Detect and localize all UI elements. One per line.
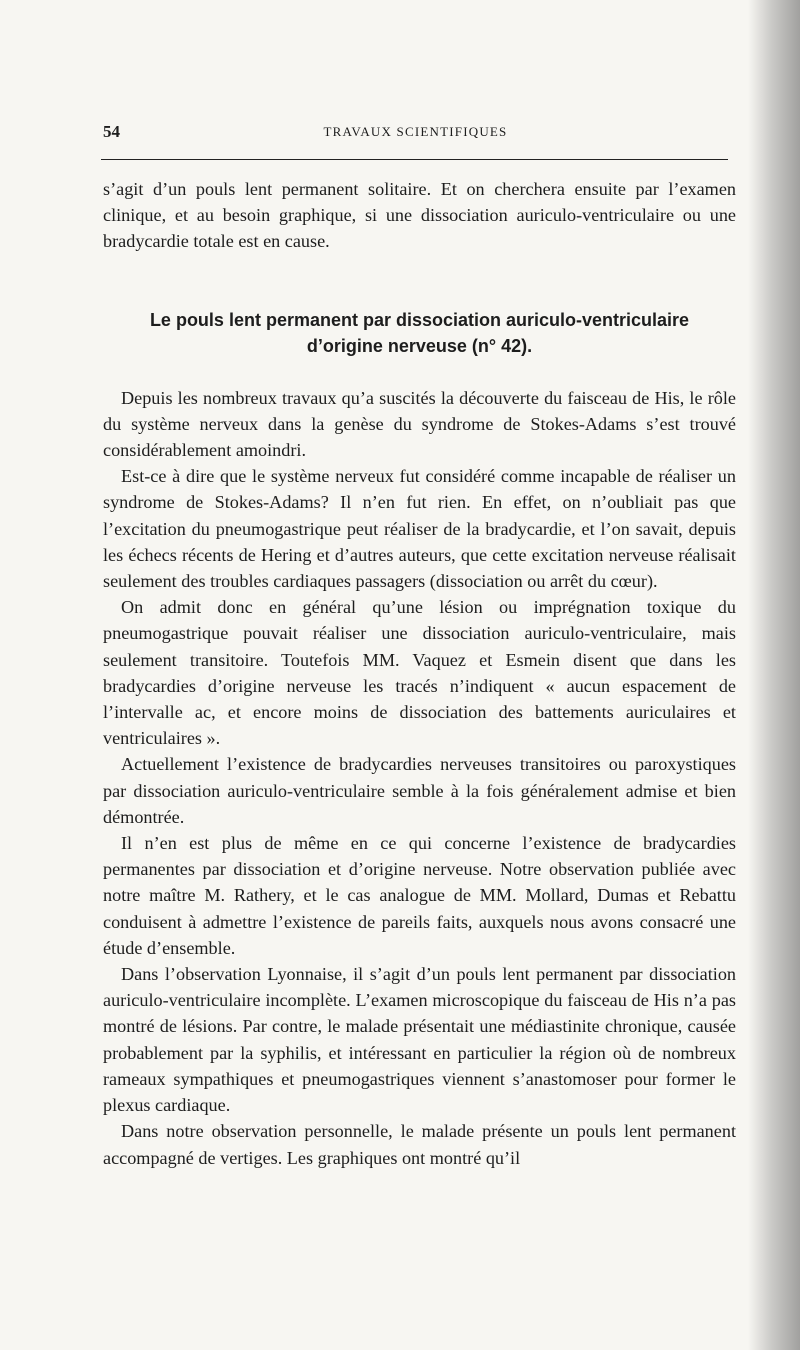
paragraph-6: Dans l’observation Lyonnaise, il s’agit d’un pouls lent permanent par dissociation auriculo-ventriculaire incomplète. L’examen microscopique du faisceau de His n’a pas montré de lésions. Par contre, le malade présentait une médiastinite chronique, causée probablement par la syphilis, et intéressant en particulier la région où de nombreux rameaux sympathiques et pneumogastriques viennent s’anastomoser pour former le plexus cardiaque. xyxy=(103,964,736,1116)
page-header xyxy=(103,122,728,142)
header-rule xyxy=(101,159,728,160)
intro-paragraph: s’agit d’un pouls lent permanent solitaire. Et on cherchera ensuite par l’examen clinique, et au besoin graphique, si une dissociation auriculo-ventriculaire ou une bradycardie totale est en cause. xyxy=(103,179,736,252)
paragraph-1: Depuis les nombreux travaux qu’a suscités la découverte du faisceau de His, le rôle du système nerveux dans la genèse du syndrome de Stokes-Adams s’est trouvé considérablement amoindri. xyxy=(103,387,736,461)
section-heading xyxy=(103,307,736,359)
paragraph-3: On admit donc en général qu’une lésion ou imprégnation toxique du pneumogastrique pouvait réaliser une dissociation auriculo-ventriculaire, mais seulement transitoire. Toutefois MM. Vaquez et Esmein disent que dans les bradycardies d’origine nerveuse les tracés n’indiquent « aucun espacement de l’intervalle ac, et encore moins de dissociation des battements auriculaires et ventriculaires ». xyxy=(103,597,736,749)
running-title: TRAVAUX SCIENTIFIQUES xyxy=(323,124,508,139)
paragraph-2: Est-ce à dire que le système nerveux fut considéré comme incapable de réaliser un syndrome de Stokes-Adams? Il n’en fut rien. En effet, on n’oubliait pas que l’excitation du pneumogastrique peut réaliser de la bradycardie, et l’on savait, depuis les échecs récents de Hering et d’autres auteurs, que cette excitation nerveuse réalisait seulement des troubles cardiaques passagers (dissociation ou arrêt du cœur). xyxy=(103,466,736,592)
body-text xyxy=(103,176,736,1171)
paragraph-5: Il n’en est plus de même en ce qui concerne l’existence de bradycardies permanentes par dissociation et d’origine nerveuse. Notre observation publiée avec notre maître M. Rathery, et le cas analogue de MM. Mollard, Dumas et Rebattu conduisent à admettre l’existence de pareils faits, auxquels nous avons consacré une étude d’ensemble. xyxy=(103,833,736,958)
page-edge-shadow xyxy=(748,0,800,1350)
section-heading-line-1: Le pouls lent permanent par dissociation auriculo-ventriculaire xyxy=(149,309,690,330)
section-heading-line-2: d’origine nerveuse (n° 42). xyxy=(306,335,533,356)
page-number: 54 xyxy=(103,122,120,141)
paragraph-7: Dans notre observation personnelle, le malade présente un pouls lent permanent accompagné de vertiges. Les graphiques ont montré qu’il xyxy=(103,1121,736,1168)
paragraph-4: Actuellement l’existence de bradycardies nerveuses transitoires ou paroxystiques par dissociation auriculo-ventriculaire semble à la fois généralement admise et bien démontrée. xyxy=(103,754,736,827)
